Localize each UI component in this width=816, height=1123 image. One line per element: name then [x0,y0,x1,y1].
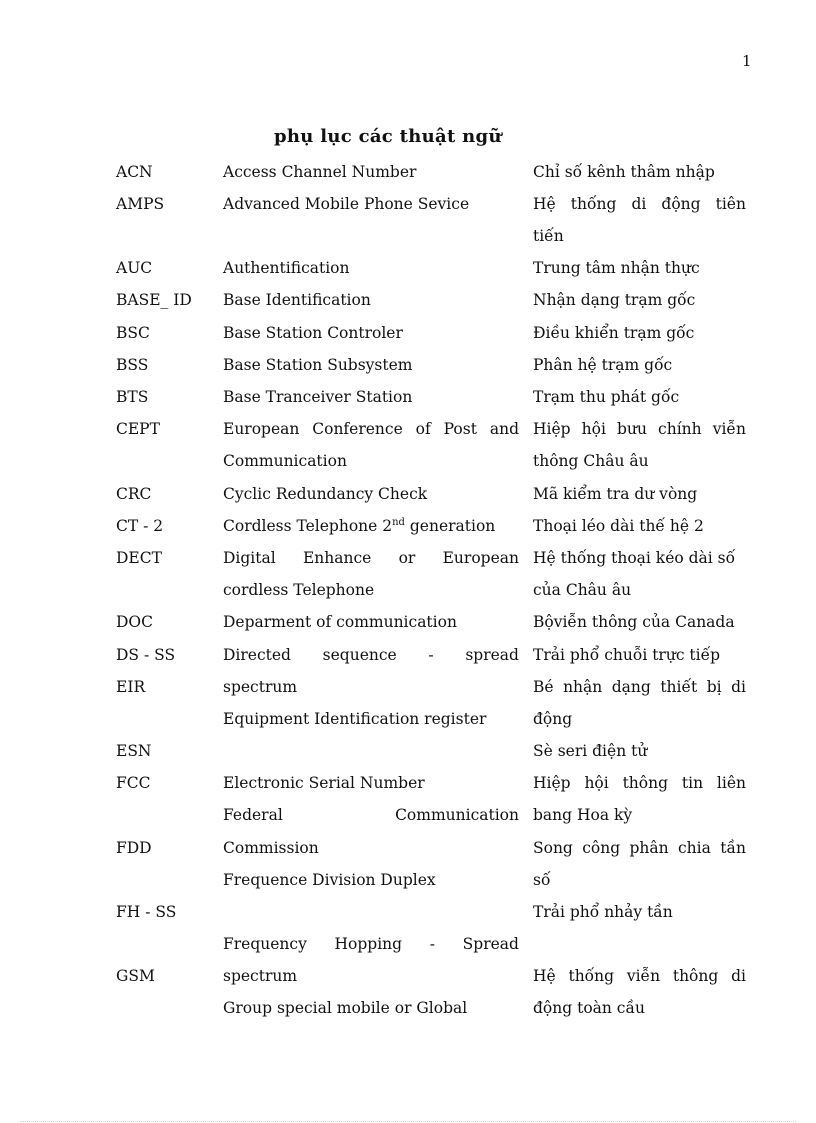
word: động [661,195,701,213]
abbr-bss: BSS [116,356,149,374]
term-ct2-text: Cordless Telephone 2 [223,517,393,535]
vi-gsm-line1 [533,966,746,986]
page-number: 1 [742,52,752,70]
vi-fdd-line2: số [533,871,551,889]
word: - [429,935,435,953]
word: Frequency [223,935,307,953]
vi-bss: Phân hệ trạm gốc [533,356,673,374]
abbr-amps: AMPS [116,195,165,213]
term-eir: Equipment Identification register [223,710,487,728]
word: European [442,549,519,567]
word: bị [706,678,722,696]
term-fh-ss-line1 [223,934,519,954]
term-ct2-tail: generation [404,517,496,535]
vi-fh-ss: Trải phổ nhảy tần [533,903,673,921]
term-crc: Cyclic Redundancy Check [223,485,428,503]
abbr-doc: DOC [116,613,153,631]
word: viễn [712,420,746,438]
term-esn: Electronic Serial Number [223,774,425,792]
word: Bé [533,678,554,696]
word: công [582,839,621,857]
word: Directed [223,646,291,664]
word: tin [681,774,704,792]
word: Hệ [533,967,556,985]
word: - [428,646,434,664]
vi-cept-line2: thông Châu âu [533,452,649,470]
word: tần [720,839,746,857]
word: tiên [715,195,746,213]
word: Hopping [334,935,403,953]
word: Hiệp [533,774,571,792]
word: thiết [660,678,698,696]
abbr-esn: ESN [116,742,152,760]
word: liên [716,774,746,792]
vi-eir-line2: động [533,710,573,728]
word: and [489,420,519,438]
word: Hiệp [533,420,571,438]
term-amps: Advanced Mobile Phone Sevice [223,195,470,213]
word: thông [672,967,719,985]
word: Spread [462,935,519,953]
term-dect-line1 [223,548,519,568]
word: European [223,420,300,438]
term-cept-line2: Communication [223,452,347,470]
term-ds-ss-line2: spectrum [223,678,298,696]
abbr-ds-ss: DS - SS [116,646,176,664]
vi-crc: Mã kiểm tra dư vòng [533,485,698,503]
vi-doc: Bộviễn thông của Canada [533,613,735,631]
word: nhận [563,678,603,696]
term-fcc-line1 [223,805,519,825]
word: viễn [626,967,661,985]
page-bottom-divider [20,1121,796,1122]
vi-gsm-line2: động toàn cầu [533,999,645,1017]
abbr-crc: CRC [116,485,152,503]
vi-acn: Chỉ số kênh thâm nhập [533,163,715,181]
word: di [731,678,746,696]
vi-ct2: Thoại léo dài thế hệ 2 [533,517,704,535]
term-fdd: Frequence Division Duplex [223,871,436,889]
word: chia [678,839,711,857]
abbr-gsm: GSM [116,967,155,985]
word: hội [581,420,606,438]
term-bss: Base Station Subsystem [223,356,413,374]
vi-amps-line2: tiến [533,227,564,245]
word: Song [533,839,573,857]
abbr-bsc: BSC [116,324,150,342]
term-base-id: Base Identification [223,291,371,309]
word: sequence [322,646,397,664]
vi-esn: Sè seri điện tử [533,742,648,760]
term-bts: Base Tranceiver Station [223,388,413,406]
word: Conference [312,420,403,438]
word: chính [658,420,702,438]
word: thông [622,774,669,792]
term-acn: Access Channel Number [223,163,417,181]
term-fh-ss-line2: spectrum [223,967,298,985]
abbr-dect: DECT [116,549,162,567]
word: spread [465,646,519,664]
vi-bts: Trạm thu phát gốc [533,388,680,406]
vi-fcc-line2: bang Hoa kỳ [533,806,633,824]
term-doc: Deparment of communication [223,613,457,631]
vi-amps-line1 [533,194,746,214]
abbr-ct2: CT - 2 [116,517,164,535]
abbr-acn: ACN [116,163,153,181]
term-auc: Authentification [223,259,350,277]
word: Hệ [533,195,556,213]
vi-base-id: Nhận dạng trạm gốc [533,291,696,309]
vi-cept-line1 [533,419,746,439]
vi-eir-line1 [533,677,746,697]
page-title: phụ lục các thuật ngữ [274,126,502,147]
word: Post [443,420,477,438]
word: or [398,549,416,567]
term-ct2 [223,516,495,536]
vi-fdd-line1 [533,838,746,858]
word: Federal [223,806,283,824]
word: phân [629,839,669,857]
word: hội [584,774,609,792]
word: dạng [611,678,651,696]
term-cept-line1 [223,419,519,439]
abbr-cept: CEPT [116,420,160,438]
vi-ds-ss: Trải phổ chuỗi trực tiếp [533,646,721,664]
abbr-eir: EIR [116,678,146,696]
abbr-base-id: BASE_ ID [116,291,192,309]
term-dect-line2: cordless Telephone [223,581,375,599]
word: of [415,420,431,438]
term-ds-ss-line1 [223,645,519,665]
abbr-fdd: FDD [116,839,152,857]
ordinal-suffix: nd [392,516,405,528]
abbr-bts: BTS [116,388,149,406]
word: Digital [223,549,276,567]
word: di [731,967,746,985]
vi-dect-line1: Hệ thống thoại kéo dài số [533,549,736,567]
vi-dect-line2: của Châu âu [533,581,632,599]
term-gsm: Group special mobile or Global [223,999,468,1017]
term-fcc-line2: Commission [223,839,319,857]
abbr-fcc: FCC [116,774,151,792]
vi-auc: Trung tâm nhận thực [533,259,700,277]
word: Communication [395,806,519,824]
word: bưu [617,420,647,438]
abbr-fh-ss: FH - SS [116,903,177,921]
term-bsc: Base Station Controler [223,324,403,342]
word: thống [568,967,615,985]
abbr-auc: AUC [116,259,153,277]
vi-bsc: Điều khiển trạm gốc [533,324,695,342]
word: di [631,195,647,213]
word: Enhance [302,549,372,567]
vi-fcc-line1 [533,773,746,793]
word: thống [570,195,617,213]
